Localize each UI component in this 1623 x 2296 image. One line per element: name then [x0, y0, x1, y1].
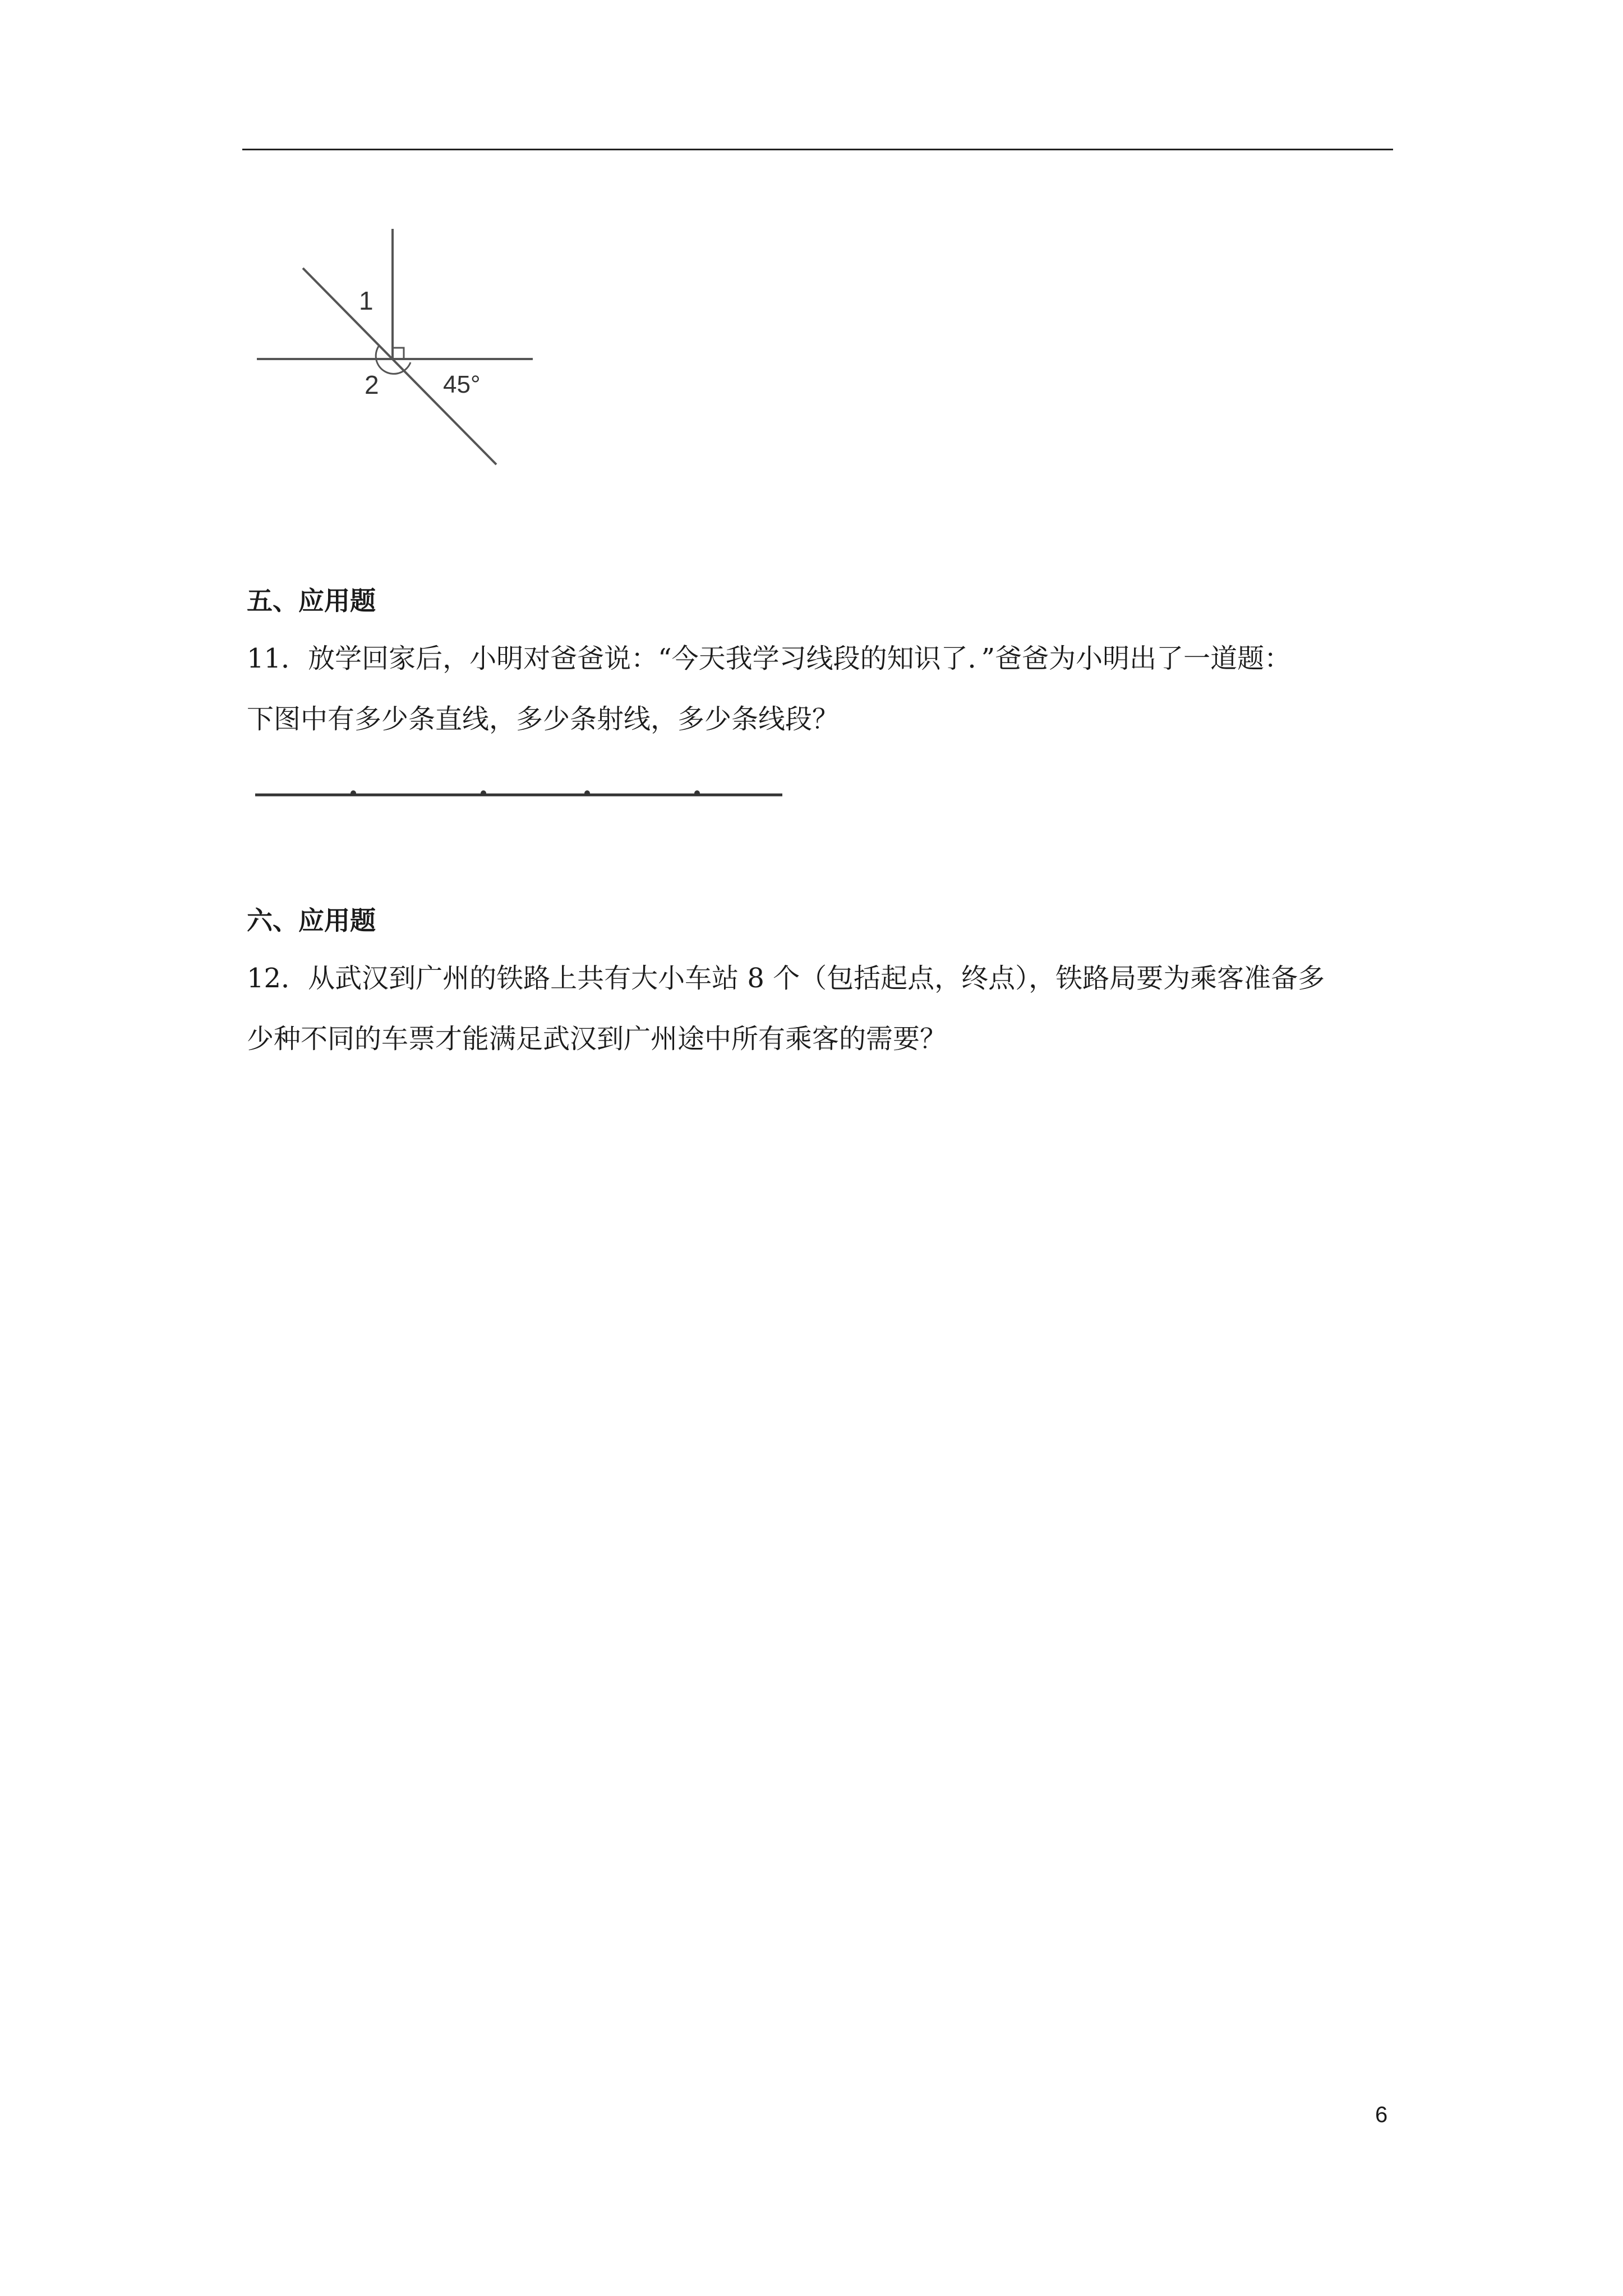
angle-diagram — [247, 219, 550, 482]
angle-1-label: 1 — [359, 286, 374, 315]
question-11 — [247, 628, 1396, 749]
angle-2-label: 2 — [365, 370, 379, 399]
section-6-title: 六、应用题 — [247, 905, 376, 936]
question-11-line-1: 11．放学回家后，小明对爸爸说：“今天我学习线段的知识了．”爸爸为小明出了一道题： — [247, 643, 1292, 674]
point-2 — [481, 790, 486, 796]
diagonal-line — [303, 268, 496, 464]
line-points-diagram — [252, 777, 791, 805]
point-3 — [584, 790, 590, 796]
point-1 — [351, 790, 356, 796]
question-12 — [247, 948, 1396, 1069]
question-12-line-2: 少种不同的车票才能满足武汉到广州途中所有乘客的需要？ — [247, 1023, 947, 1055]
right-angle-marker — [393, 348, 404, 359]
page-number: 6 — [1375, 2102, 1388, 2127]
header-rule — [242, 149, 1393, 150]
question-11-line-2: 下图中有多少条直线，多少条射线，多少条线段？ — [247, 703, 840, 735]
angle-45-label: 45° — [443, 371, 481, 398]
question-12-line-1: 12．从武汉到广州的铁路上共有大小车站 8 个（包括起点，终点），铁路局要为乘客准备多 — [247, 963, 1325, 994]
point-4 — [694, 790, 700, 796]
section-5-title: 五、应用题 — [247, 586, 376, 616]
